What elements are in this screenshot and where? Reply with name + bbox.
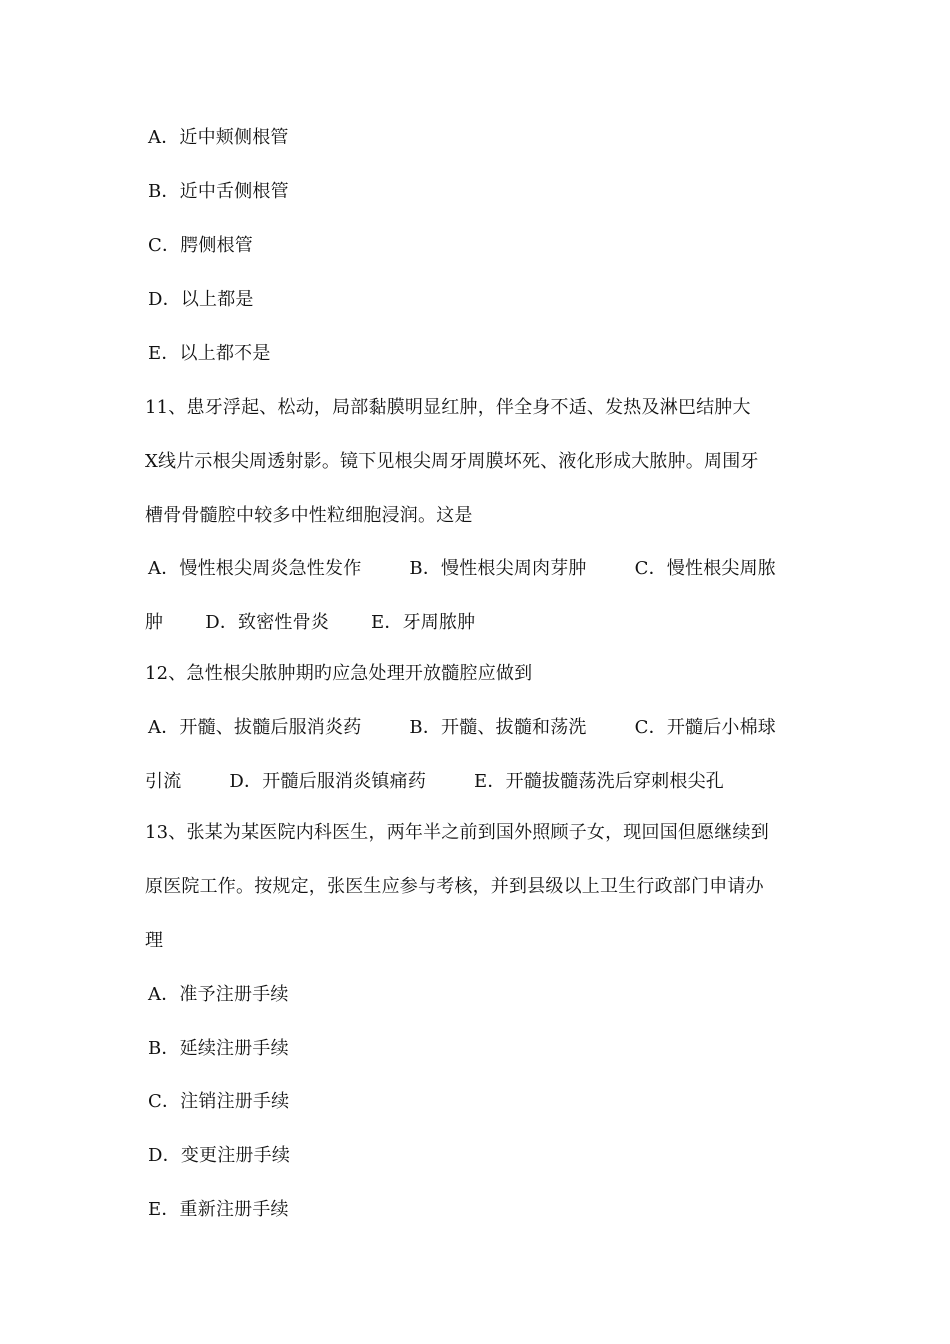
q12-option-a: A．开髓、拔髓后服消炎药 (148, 717, 362, 738)
q11-stem-line-3: 槽骨骨髓腔中较多中性粒细胞浸润。这是 (145, 505, 473, 526)
q11-option-d: D．致密性骨炎 (205, 612, 330, 633)
q12-option-c: C．开髓后小棉球 (634, 717, 777, 738)
q12-option-b: B．开髓、拔髓和荡洗 (409, 717, 587, 738)
option-e-prev: E．以上都不是 (148, 343, 271, 364)
q13-option-e: E．重新注册手续 (148, 1199, 289, 1220)
q13-option-c: C．注销注册手续 (148, 1091, 290, 1112)
q13-stem-line-2: 原医院工作。按规定，张医生应参与考核，并到县级以上卫生行政部门申请办 (145, 876, 764, 897)
q12-stem: 12、急性根尖脓肿期旳应急处理开放髓腔应做到 (145, 663, 533, 684)
q11-option-e: E．牙周脓肿 (371, 612, 476, 633)
q11-stem-line-1: 11、患牙浮起、松动，局部黏膜明显红肿，伴全身不适、发热及淋巴结肿大 (145, 397, 751, 418)
q12-option-d: D．开髓后服消炎镇痛药 (229, 771, 427, 792)
option-b-prev: B．近中舌侧根管 (148, 181, 289, 202)
q11-option-c: C．慢性根尖周脓 (634, 558, 777, 579)
q13-stem-line-3: 理 (145, 930, 164, 951)
q11-options-row-1 (148, 557, 818, 581)
q11-option-a: A．慢性根尖周炎急性发作 (148, 558, 362, 579)
option-a-prev: A．近中颊侧根管 (148, 127, 289, 148)
option-c-prev: C．腭侧根管 (148, 235, 253, 256)
q11-stem-line-2: X线片示根尖周透射影。镜下见根尖周牙周膜坏死、液化形成大脓肿。周围牙 (145, 451, 759, 472)
q11-options-row-2 (145, 611, 815, 635)
q12-options-row-1 (148, 716, 818, 740)
q11-option-b: B．慢性根尖周肉芽肿 (409, 558, 587, 579)
q13-option-d: D．变更注册手续 (148, 1145, 291, 1166)
q13-option-b: B．延续注册手续 (148, 1038, 289, 1059)
q12-option-e: E．开髓拔髓荡洗后穿刺根尖孔 (474, 771, 724, 792)
q13-stem-line-1: 13、张某为某医院内科医生，两年半之前到国外照顾子女，现回国但愿继续到 (145, 822, 769, 843)
q12-option-c-continued: 引流 (145, 771, 182, 792)
option-d-prev: D．以上都是 (148, 289, 254, 310)
q11-option-c-continued: 肿 (145, 612, 164, 633)
q13-option-a: A．准予注册手续 (148, 984, 289, 1005)
q12-options-row-2 (145, 770, 815, 794)
